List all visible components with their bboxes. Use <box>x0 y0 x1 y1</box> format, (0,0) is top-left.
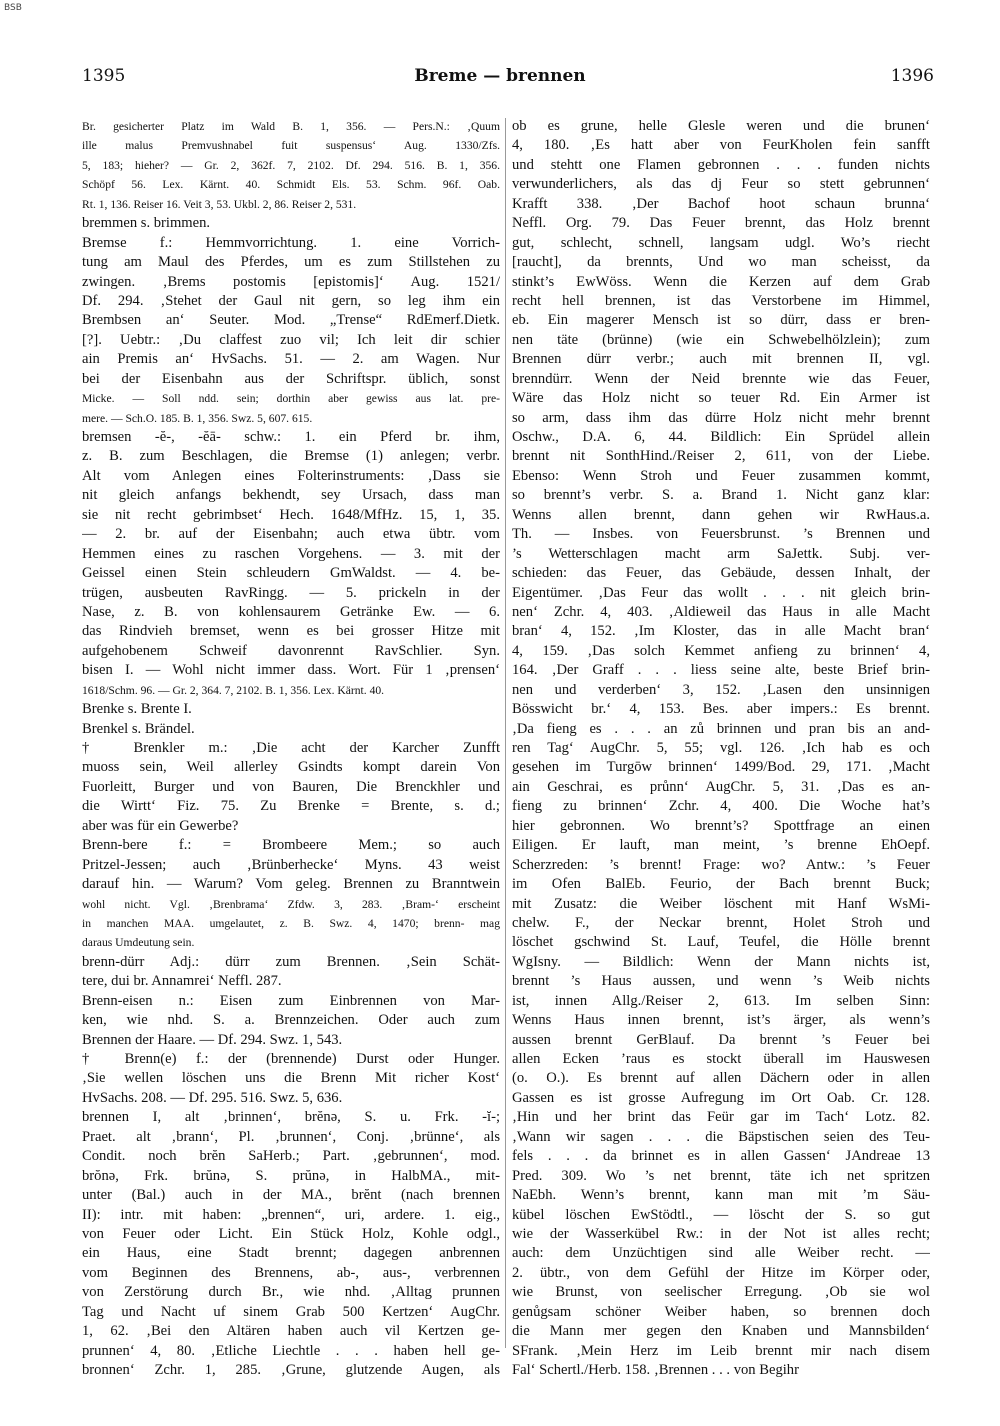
text-line: eb. Ein magerer Mensch ist so dürr, dass er bren- <box>512 312 930 329</box>
text-line: ‚Da fieng es . . . an zů brinnen und pran bis an and- <box>512 720 930 737</box>
text-line: bei der Eisenbahn aus der Schriftspr. üblich, sonst <box>82 370 500 387</box>
text-line: Brenn-eisen n.: Eisen zum Einbrennen von Mar- <box>82 992 500 1009</box>
text-line: so arm, dass ihm das dürre Holz nicht mehr brennt <box>512 409 930 426</box>
text-line: bronnen‘ Zchr. 1, 285. ‚Grune, glutzende Augen, als <box>82 1362 500 1378</box>
text-line: im Ofen BalEb. Feurio, der Bach brennt Buck; <box>512 876 930 893</box>
text-line: ’s Wetterschlagen macht arm SaJettk. Subj. ver- <box>512 545 930 562</box>
text-line: Geissel einen Stein schleudern GmWaldst. — 4. be- <box>82 565 500 582</box>
text-line: das Rindvieh bremset, wenn es bei grosser Hitze mit <box>82 623 500 640</box>
text-line: ken, wie nhd. S. a. Brennzeichen. Oder auch zum <box>82 1012 500 1029</box>
text-line: Wäre das Holz nicht so teuer Rd. Ein Armer ist <box>512 390 930 407</box>
text-line: Brennen der Haare. — Df. 294. Swz. 1, 543. <box>82 1031 343 1048</box>
text-line: [?]. Uebtr.: ‚Du claffest zuo vil; Ich leit dir schier <box>82 331 500 348</box>
text-line: Th. — Insbes. von Feuersbrunst. ’s Brennen und <box>512 526 930 543</box>
text-line: Nase, z. B. von kohlensaurem Getränke Ew. — 6. <box>82 603 500 620</box>
text-line: ‚Wann wir sagen . . . die Bäpstischen seien des Teu- <box>512 1128 930 1145</box>
text-line: 5, 183; hieher? — Gr. 2, 362f. 7, 2102. Df. 294. 516. B. 1, 356. <box>82 158 500 172</box>
text-line: — 2. br. auf der Eisenbahn; auch etwa übtr. vom <box>82 526 500 543</box>
text-line: ob es grune, helle Glesle weren und die brunen‘ <box>512 118 930 134</box>
text-line: gesehen im Turgōw brinnen‘ 1499/Bod. 29, 171. ‚Macht <box>512 759 930 776</box>
text-line: brŏnə, Frk. brŭnə, S. prŭnə, in HalbMA., mit- <box>82 1167 500 1184</box>
text-line: Br. gesicherter Platz im Wald B. 1, 356. — Pers.N.: ‚Quum <box>82 120 500 133</box>
text-line: chelw. F., der Neckar brennt, Holet Stroh und <box>512 914 930 931</box>
text-line: Alt vom Anlegen eines Folterinstruments: ‚Dass sie <box>82 467 500 484</box>
text-line: Eiligen. Er lauft, man meint, ’s brenne EhOepf. <box>512 837 930 854</box>
text-line: ain Premis an‘ HvSachs. 51. — 2. am Wagen. Nur <box>82 351 500 368</box>
text-line: Schöpf 56. Lex. Kärnt. 40. Schmidt Els. 53. Schm. 96f. Oab. <box>82 178 500 192</box>
text-line: fels . . . da brinnet es in allen Gassen‘ JAndreae 13 <box>512 1148 930 1165</box>
text-line: Condit. noch brĕn SaHerb.; Part. ‚gebrunnen‘, mod. <box>82 1148 500 1165</box>
text-line: z. B. zum Beschlagen, die Bremse (1) anlegen; verbr. <box>82 448 500 465</box>
text-line: muoss sein, Weil allerley Gsindts kompt darein Von <box>82 759 500 776</box>
text-line: SFrank. ‚Mein Herz im Leib brennt mir nach disem <box>512 1342 930 1359</box>
text-line: bran‘ 4, 152. ‚Im Kloster, das in alle Macht bran‘ <box>512 623 930 640</box>
text-line: bisen I. — Wohl nicht immer dass. Wort. Für 1 ‚prensen‘ <box>82 662 500 679</box>
text-line: ain Geschrai, es průnn‘ AugChr. 5, 31. ‚Das es an- <box>512 778 930 795</box>
text-line: † Brenkler m.: ‚Die acht der Karcher Zunfft <box>82 740 500 756</box>
text-line: bremmen s. brimmen. <box>82 215 211 232</box>
text-line: Hemmen eines zu raschen Vorgehens. — 3. mit der <box>82 545 500 562</box>
text-line: nen‘ Zchr. 4, 403. ‚Aldieweil das Haus in alle Macht <box>512 603 930 620</box>
running-title: Breme — brennen <box>414 66 586 86</box>
text-line: aber was für ein Gewerbe? <box>82 817 239 834</box>
text-line: trügen, ausbeuten RavRingg. — 5. prickeln in der <box>82 584 500 601</box>
text-line: ille malus Premvushnabel fuit suspensus‘ Aug. 1330/Zfs. <box>82 139 500 153</box>
text-line: 164. ‚Der Graff . . . liess seine alte, beste Brief brin- <box>512 662 930 679</box>
text-line: II): intr. mit haben: „brennen“, uri, ardere. 1. eig., <box>82 1206 500 1223</box>
right-page-number: 1396 <box>890 66 934 86</box>
text-line: Micke. — Soll ndd. sein; dorthin aber gewiss aus lat. pre- <box>82 392 500 406</box>
text-line: brenndürr. Wenn der Neid brennte wie das Feuer, <box>512 370 930 387</box>
text-line: ein Haus, eine Stadt brennt; dagegen anbrennen <box>82 1245 500 1262</box>
library-stamp: BSB <box>4 3 22 13</box>
text-line: (o. O.). Es brennt auf allen Dächern oder in allen <box>512 1070 930 1087</box>
text-line: ren Tag‘ AugChr. 5, 55; vgl. 126. ‚Ich hab es och <box>512 740 930 756</box>
text-line: Brenn-bere f.: = Brombeere Mem.; so auch <box>82 837 500 854</box>
text-line: bremsen -ĕ-, -ĕā- schw.: 1. ein Pferd br. ihm, <box>82 429 500 445</box>
text-line: die Wirtt‘ Fiz. 75. Zu Brenke = Brente, s. d.; <box>82 798 500 815</box>
text-line: Fal‘ Schertl./Herb. 158. ‚Brennen . . . von Begihr <box>512 1362 799 1378</box>
text-line: NaEbh. Wenn’s brennt, kann man mit ’m Säu- <box>512 1187 930 1204</box>
text-line: nen täte (brünne) (wie ein Schwebelhölzlein); zum <box>512 331 930 348</box>
text-line: von Zerstörung durch Br., wie nhd. ‚Alltag prunnen <box>82 1284 500 1301</box>
text-line: in manchen MAA. umgelautet, z. B. Swz. 4, 1470; brenn- mag <box>82 916 500 930</box>
right-text-column <box>512 117 930 1380</box>
left-page-number: 1395 <box>82 66 126 86</box>
text-line: 1618/Schm. 96. — Gr. 2, 364. 7, 2102. B. 1, 356. Lex. Kärnt. 40. <box>82 683 385 697</box>
text-line: Oschw., D.A. 6, 44. Bildlich: Ein Sprüdel allein <box>512 429 930 445</box>
text-line: Brenke s. Brente I. <box>82 701 192 718</box>
text-line: Fuorleitt, Burger und von Bauren, Die Brenckhler und <box>82 778 500 795</box>
text-line: ‚Sie wellen löschen uns die Brenn Mit richer Kost‘ <box>82 1070 500 1087</box>
text-line: Rt. 1, 136. Reiser 16. Veit 3, 53. Ukbl. 2, 86. Reiser 2, 531. <box>82 197 357 211</box>
text-line: Neffl. Org. 79. Das Feuer brennt, das Holz brennt <box>512 215 930 232</box>
text-line: HvSachs. 208. — Df. 295. 516. Swz. 5, 636. <box>82 1089 343 1106</box>
text-line: die Mann mer gegen den Knaben und Mannsbilden‘ <box>512 1323 930 1340</box>
text-line: gut, schlecht, schnell, langsam udgl. Wo’s riecht <box>512 234 930 251</box>
text-line: nen und verderben‘ 3, 152. ‚Lasen den unsinnigen <box>512 681 930 698</box>
text-line: Tag und Nacht uf sinem Grab 500 Kertzen‘ AugChr. <box>82 1303 500 1320</box>
text-line: ‚Hin und her brint das Feür gar im Tach‘ Lotz. 82. <box>512 1109 930 1126</box>
text-line: Scherzreden: ’s brennt! Frage: wo? Antw.: ’s Feuer <box>512 856 930 873</box>
text-line: so brennt’s verbr. S. a. Brand 1. Nicht ganz klar: <box>512 487 930 504</box>
text-line: nit gleich anfangs bekhendt, sey Ursach, dass man <box>82 487 500 504</box>
text-line: aussen brennt GerBlauf. Da brennt ’s Feuer bei <box>512 1031 930 1048</box>
text-line: vom Beginnen des Brennens, ab-, aus-, verbrennen <box>82 1264 500 1281</box>
text-line: Pritzel-Jessen; auch ‚Brünberhecke‘ Myns. 43 weist <box>82 856 500 873</box>
text-line: und stehtt one Flamen gebronnen . . . funden nichts <box>512 156 930 173</box>
text-line: Bremse f.: Hemmvorrichtung. 1. eine Vorrich- <box>82 234 500 251</box>
text-line: brennen I, alt ‚brinnen‘, brĕnə, S. u. Frk. -ĭ-; <box>82 1109 500 1126</box>
text-line: 4, 180. ‚Es hatt aber von FeurKholen fein sanfft <box>512 137 930 154</box>
text-line: brenn-dürr Adj.: dürr zum Brennen. ‚Sein Schät- <box>82 953 500 970</box>
text-line: Df. 294. ‚Stehet der Gaul nit gern, so leg ihm ein <box>82 292 500 309</box>
text-line: daraus Umdeutung sein. <box>82 936 195 950</box>
text-line: verwunderlichers, als das dj Feur so stett gebrunnen‘ <box>512 176 930 193</box>
text-line: brennt ’s Haus aussen, und wenn ’s Weib nichts <box>512 973 930 990</box>
text-line: hier gebronnen. Wo brennt’s? Spottfrage an einen <box>512 817 930 834</box>
text-line: ist, innen Allg./Reiser 2, 613. Im selben Sinn: <box>512 992 930 1009</box>
text-line: allen Ecken ’raus es stockt überall im Hauswesen <box>512 1051 930 1067</box>
text-line: 1, 62. ‚Bei den Altären haben auch vil Kertzen ge- <box>82 1323 500 1340</box>
text-line: mit Zusatz: die Weiber löschent mit Hanf WsMi- <box>512 895 930 912</box>
text-line: tere, dui br. Annamrei‘ Neffl. 287. <box>82 973 282 990</box>
text-line: brennt nit SonthHind./Reiser 2, 611, von der Liebe. <box>512 448 930 465</box>
left-text-column <box>82 117 500 1380</box>
text-line: darauf hin. — Warum? Vom geleg. Brennen zu Branntwein <box>82 876 500 893</box>
text-line: Eigentümer. ‚Das Feur das wollt . . . nit gleich brin- <box>512 584 930 601</box>
text-line: Brenkel s. Brändel. <box>82 720 195 737</box>
text-line: † Brenn(e) f.: der (brennende) Durst oder Hunger. <box>82 1051 500 1067</box>
text-line: Praet. alt ‚brann‘, Pl. ‚brunnen‘, Conj. ‚brünne‘, als <box>82 1128 500 1145</box>
text-line: auch: dem Unzüchtigen sind alle Weiber recht. — <box>512 1245 930 1262</box>
text-line: zwingen. ‚Brems postomis [epistomis]‘ Aug. 1521/ <box>82 273 500 290</box>
text-line: aufgehobenem Schweif davonrennt RavSchlier. Syn. <box>82 642 500 659</box>
text-line: Wenns Haus innen brennt, ist’s ärger, als wenn’s <box>512 1012 930 1029</box>
text-line: 4, 159. ‚Das solch Kemmet anfieng zu brinnen‘ 4, <box>512 642 930 659</box>
text-line: wie der Wasserkübel Rw.: in der Not ist alles recht; <box>512 1225 930 1242</box>
text-line: Wenns allen brennt, dann gehen wir RwHaus.a. <box>512 506 930 523</box>
text-line: Ebenso: Wenn Stroh und Feuer zusammen kommt, <box>512 467 930 484</box>
text-line: mere. — Sch.O. 185. B. 1, 356. Swz. 5, 607. 615. <box>82 411 313 425</box>
text-line: wohl nicht. Vgl. ‚Brenbrama‘ Zfdw. 3, 283. ‚Bram-‘ erscheint <box>82 897 500 911</box>
text-line: [raucht], da brennts, Und wo man scheisst, da <box>512 254 930 271</box>
text-line: wie Brunst, von seelischer Erregung. ‚Ob sie wol <box>512 1284 930 1301</box>
text-line: recht hell brennen, ist das Verstorbene im Himmel, <box>512 292 930 309</box>
text-line: Krafft 338. ‚Der Bachof hoot schaun brunna‘ <box>512 195 930 212</box>
text-line: fieng zu brinnen‘ Zchr. 4, 400. Die Woche hat’s <box>512 798 930 815</box>
text-line: genůgsam schöner Weiber haben, so brennen doch <box>512 1303 930 1320</box>
text-line: löschet gschwind St. Lauf, Teufel, die Hölle brennt <box>512 934 930 951</box>
text-line: unter (Bal.) auch in der MA., brĕnt (nach brennen <box>82 1187 500 1204</box>
text-line: Brennen dürr verbr.; auch mit brennen II, vgl. <box>512 351 930 368</box>
text-line: prunnen‘ 4, 80. ‚Etliche Liechtle . . . haben hell ge- <box>82 1342 500 1359</box>
text-line: WgIsny. — Bildlich: Wenn der Mann nichts ist, <box>512 953 930 970</box>
text-line: schieden: das Feuer, das Gebäude, dessen Inhalt, der <box>512 565 930 582</box>
text-line: Gassen es ist grosse Aufregung im Ort Oab. Cr. 128. <box>512 1089 930 1106</box>
text-line: Pred. 309. Wo ’s net brennt, täte ich net spritzen <box>512 1167 930 1184</box>
text-line: tung am Maul des Pferdes, um es zum Stillstehen zu <box>82 254 500 271</box>
text-line: sie nit recht gebrimbset‘ Hech. 1648/MfHz. 15, 1, 35. <box>82 506 500 523</box>
text-line: Brembsen an‘ Seuter. Mod. „Trense“ RdEmerf.Dietk. <box>82 312 500 329</box>
text-line: 2. übtr., von dem Gefühl der Hitze im Körper oder, <box>512 1264 930 1281</box>
text-line: Bösswicht br.‘ 4, 153. Bes. aber impers.: Es brennt. <box>512 701 930 718</box>
column-divider <box>505 118 506 1348</box>
text-line: stinkt’s EwWöss. Wenn die Kerzen auf dem Grab <box>512 273 930 290</box>
text-line: von Feuer oder Licht. Ein Stück Holz, Kohle odgl., <box>82 1225 500 1242</box>
text-line: kübel löschen EwStödtl., — löscht der S. so gut <box>512 1206 930 1223</box>
